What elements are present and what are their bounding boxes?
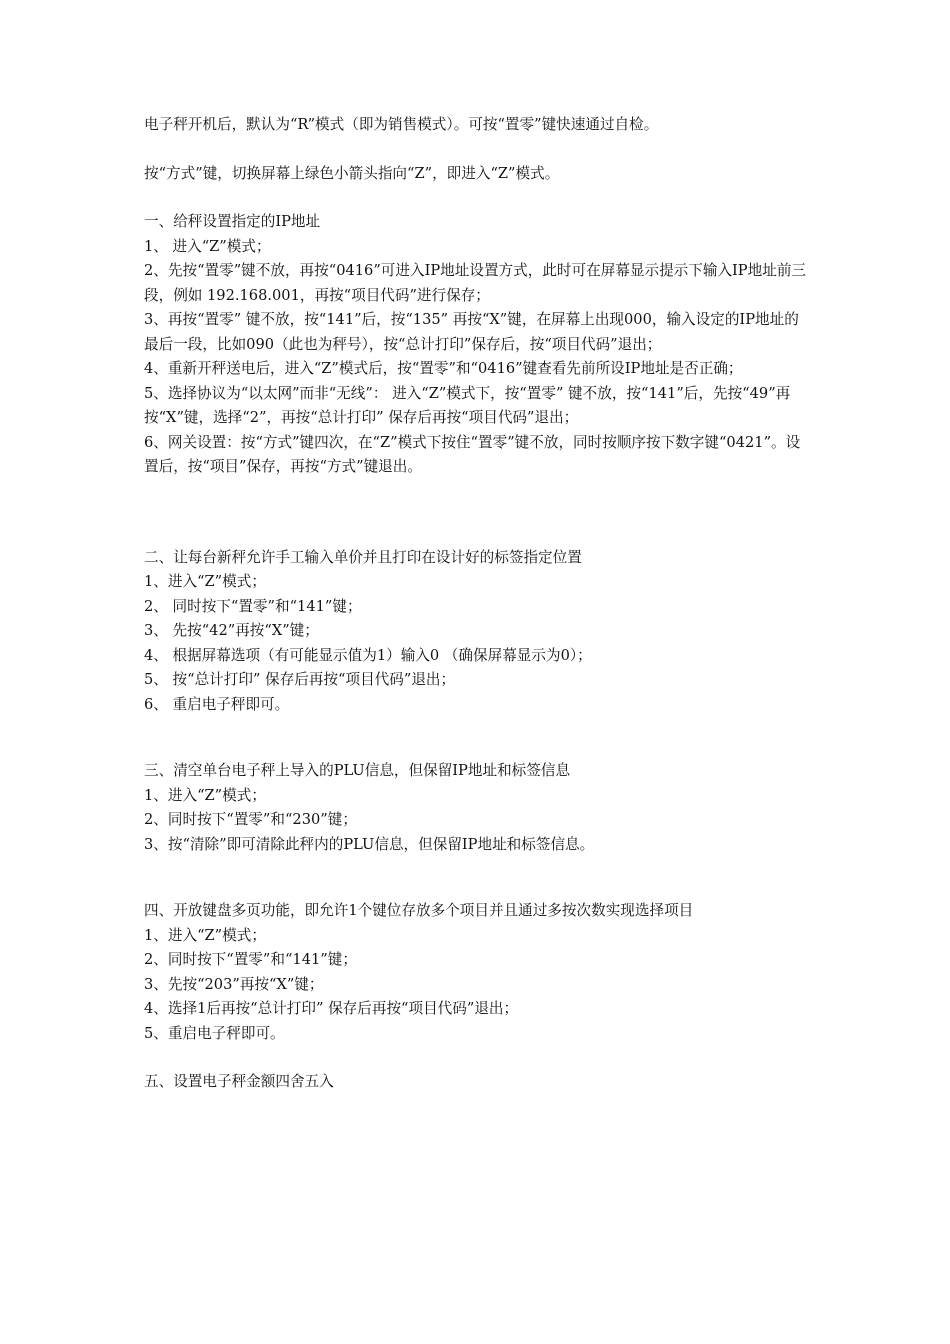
section-keyboard-multipage [144,899,812,1046]
list-item: 1、进入“Z”模式； [144,573,266,590]
list-item: 3、先按“203”再按“X”键； [144,975,324,993]
intro-line-1: 电子秤开机后，默认为“R”模式（即为销售模式）。可按“置零”键快速通过自检。 [144,116,659,133]
section-clear-plu [144,759,812,857]
section-heading: 一、给秤设置指定的IP地址 [144,213,321,230]
list-item: 5、重启电子秤即可。 [144,1024,285,1042]
list-item: 3、再按“置零” 键不放，按“141”后，按“135” 再按“X”键，在屏幕上出现000，输入设定的IP地址的最后一段，比如090（此也为秤号），按“总计打印”保存后，按“项目代码”退出； [144,311,799,353]
list-item: 6、网关设置：按“方式”键四次，在“Z”模式下按住“置零”键不放，同时按顺序按下数字键“0421”。设置后，按“项目”保存，再按“方式”键退出。 [144,433,801,475]
spacer [144,1046,812,1070]
list-item: 2、同时按下“置零”和“230”键； [144,811,357,828]
list-item: 4、 根据屏幕选项（有可能显示值为1）输入0 （确保屏幕显示为0）； [144,646,592,664]
section-ip-address [144,210,812,480]
intro-line-2: 按“方式”键，切换屏幕上绿色小箭头指向“Z”，即进入“Z”模式。 [144,164,560,182]
list-item: 2、先按“置零”键不放，再按“0416”可进入IP地址设置方式，此时可在屏幕显示提示下输入IP地址前三段，例如 192.168.001，再按“项目代码”进行保存； [144,262,807,304]
list-item: 5、 按“总计打印” 保存后再按“项目代码”退出； [144,671,456,688]
list-item: 1、进入“Z”模式； [144,786,266,804]
section-manual-price [144,546,812,718]
section-heading: 三、清空单台电子秤上导入的PLU信息，但保留IP地址和标签信息 [144,762,571,779]
list-item: 1、 进入“Z”模式； [144,237,271,255]
spacer [144,138,812,162]
list-item: 4、重新开秤送电后，进入“Z”模式后，按“置零”和“0416”键查看先前所设IP地址是否正确； [144,360,743,377]
list-item: 6、 重启电子秤即可。 [144,695,290,713]
section-heading: 四、开放键盘多页功能，即允许1个键位存放多个项目并且通过多按次数实现选择项目 [144,902,694,919]
list-item: 1、进入“Z”模式； [144,926,266,944]
spacer [144,857,812,899]
spacer [144,717,812,759]
document-page [144,113,812,1095]
list-item: 3、按“清除”即可清除此秤内的PLU信息，但保留IP地址和标签信息。 [144,835,595,853]
section-heading: 二、让每台新秤允许手工输入单价并且打印在设计好的标签指定位置 [144,548,582,566]
spacer [144,186,812,210]
list-item: 2、 同时按下“置零”和“141”键； [144,597,362,615]
list-item: 2、同时按下“置零”和“141”键； [144,951,357,968]
section-rounding [144,1070,812,1095]
list-item: 3、 先按“42”再按“X”键； [144,622,319,639]
list-item: 5、选择协议为“以太网”而非“无线”： 进入“Z”模式下，按“置零” 键不放，按“141”后，先按“49”再按“X”键，选择“2”，再按“总计打印” 保存后再按“项目代码”退出； [144,384,791,426]
spacer [144,480,812,546]
section-heading: 五、设置电子秤金额四舍五入 [144,1073,334,1090]
list-item: 4、选择1后再按“总计打印” 保存后再按“项目代码”退出； [144,1000,519,1017]
